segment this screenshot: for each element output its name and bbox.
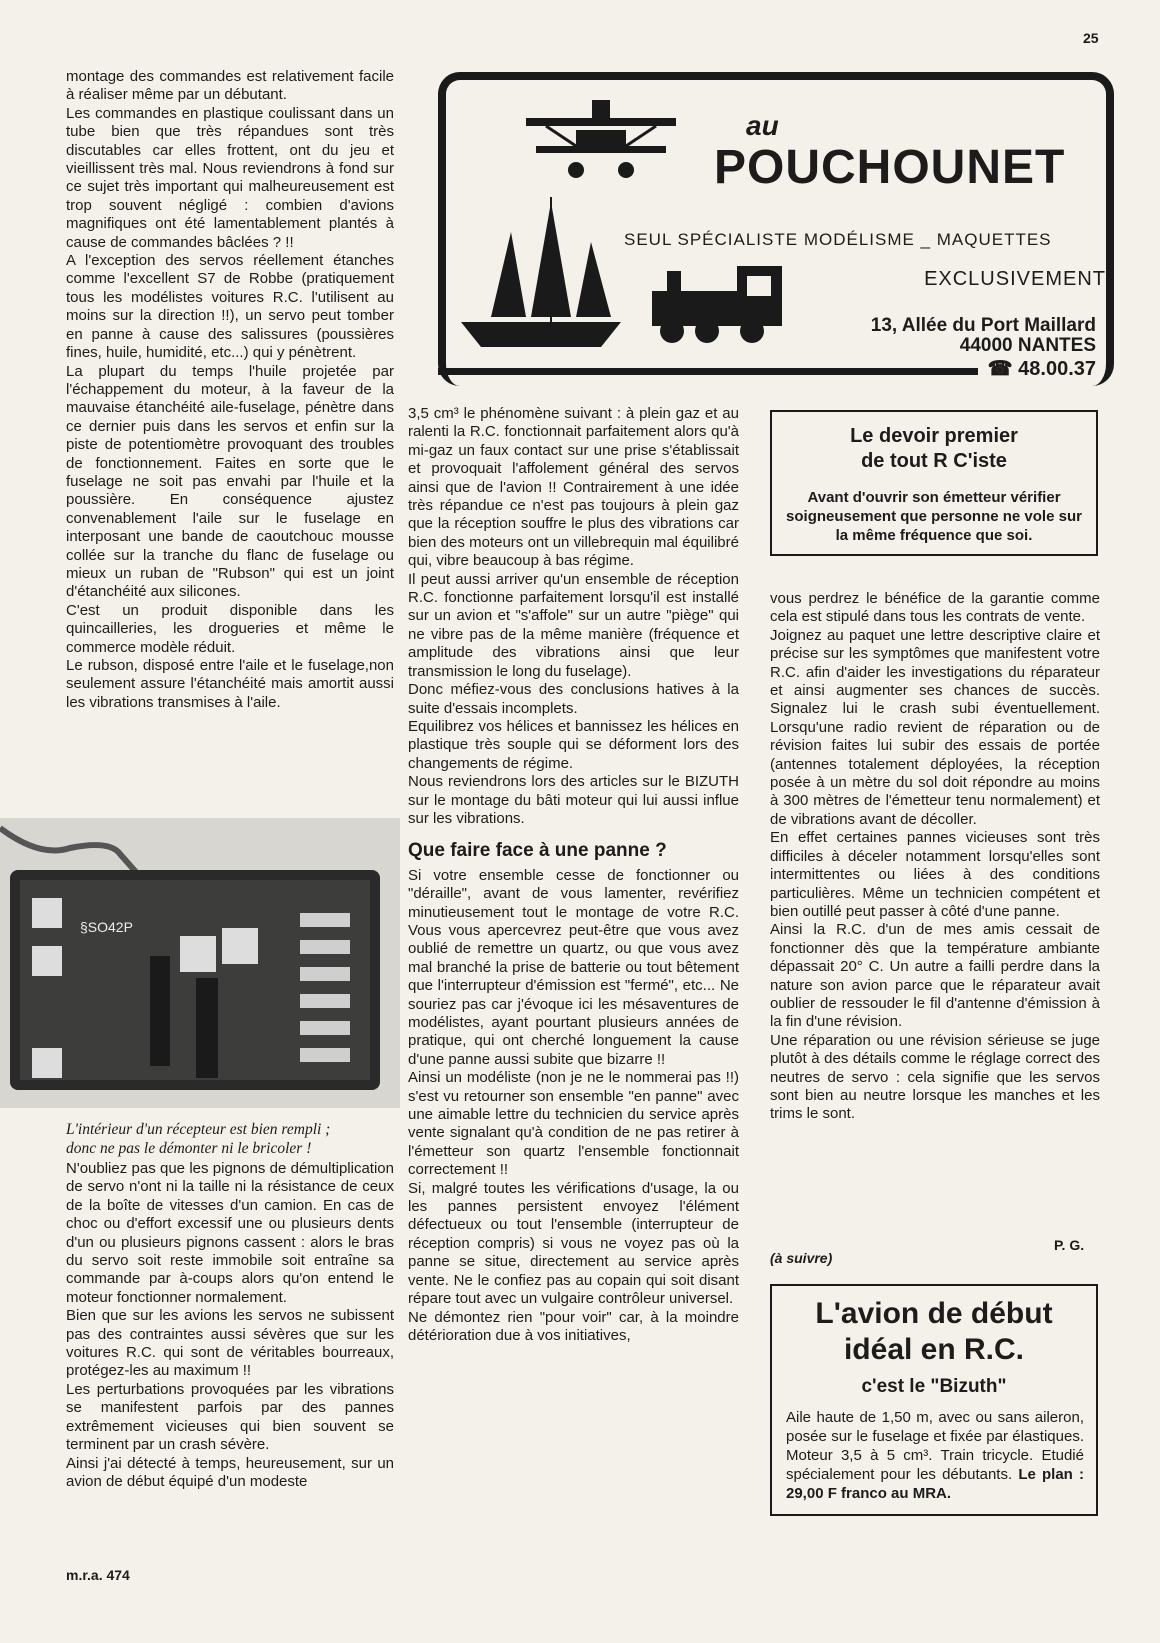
notice-title-line: de tout R C'iste: [861, 450, 1007, 472]
notice-box: [770, 410, 1098, 556]
locomotive-icon: [642, 256, 792, 346]
address-line: 44000 NANTES: [959, 335, 1096, 356]
footer-issue: m.r.a. 474: [66, 1567, 130, 1583]
paragraph: Les perturbations provoquées par les vibrations se manifestent parfois par des pannes extrêmement vicieuses qui bien souvent se terminent par un crash sévère.: [66, 1380, 394, 1454]
photo-caption: [66, 1120, 394, 1158]
biplane-icon: [516, 100, 686, 190]
paragraph: Equilibrez vos hélices et bannissez les hélices en plastique très souple qui se déforment lors des changements de régime.: [408, 717, 739, 772]
ad-phone: [988, 356, 1096, 381]
page-number: 25: [1083, 30, 1099, 46]
brand-prefix: au: [746, 110, 779, 141]
ad-divider: [438, 368, 978, 375]
paragraph: Joignez au paquet une lettre descriptive claire et précise sur les symptômes que manifestent votre R.C. afin d'aider les investigations du réparateur et ainsi augmenter ses chances de succès. Signalez lui le crash subi éventuellement. Lorsqu'une radio revient de réparation ou de révision faites lui subir des essais de portée (antennes totalement déployées, la réception posée à un mètre du sol doit répondre au moins à 300 mètres de l'émetteur tenu normalement) et de vibrations avant de décoller.: [770, 626, 1100, 828]
continued-note: (à suivre): [770, 1250, 833, 1266]
bizuth-title: [772, 1296, 1096, 1368]
paragraph: Une réparation ou une révision sérieuse se juge plutôt à des détails comme le réglage correct des neutres de servo : cela signifie que les servos sont bien au neutre lorsque les manches et les trims le sont.: [770, 1031, 1100, 1123]
bizuth-title-line: idéal en R.C.: [843, 1333, 1025, 1366]
paragraph: Nous reviendrons lors des articles sur le BIZUTH sur le montage du bâti moteur qui lui aussi influe sur les vibrations.: [408, 773, 739, 827]
author-signature: P. G.: [1054, 1237, 1085, 1253]
column-2: [408, 405, 739, 1345]
paragraph: En effet certaines pannes vicieuses sont très difficiles à déceler notamment lorsqu'elles sont intermittentes ou liées à des conditions particulières. Même un technicien compétent et bien outillé peut passer à côté d'une panne.: [770, 829, 1100, 920]
paragraph: vous perdrez le bénéfice de la garantie comme cela est stipulé dans tous les contrats de vente.: [770, 590, 1100, 626]
caption-line: donc ne pas le démonter ni le bricoler !: [66, 1140, 312, 1157]
paragraph: N'oubliez pas que les pignons de démultiplication de servo n'ont ni la taille ni la résistance de ceux de la boîte de vitesses d'un camion. En cas de choc ou d'effort excessif une ou plusieurs dents d'un ou plusieurs pignons cassent : alors le bras du servo soit reste immobile soit entraîne sa commande par à-coups alors qu'on entend le moteur fonctionner normalement.: [66, 1160, 394, 1306]
bizuth-box: [770, 1284, 1098, 1516]
notice-title-line: Le devoir premier: [850, 425, 1018, 447]
notice-body: Avant d'ouvrir son émetteur vérifier soigneusement que personne ne vole sur la même fréquence que soi.: [786, 489, 1082, 544]
paragraph: Il peut aussi arriver qu'un ensemble de réception R.C. fonctionne parfaitement lorsqu'il est installé sur un avion et "s'affole" sur un autre "piège" qui ne vibre pas de la même manière (fréquence et amplitude des vibrations ainsi que leur transmission le long du fuselage).: [408, 570, 739, 680]
ad-exclusive: EXCLUSIVEMENT: [924, 268, 1106, 290]
column-1-bottom: [66, 1160, 394, 1491]
paragraph: Le rubson, disposé entre l'aile et le fuselage,non seulement assure l'étanchéité mais amortit aussi les vibrations transmises à l'aile.: [66, 657, 394, 711]
bizuth-subtitle: c'est le "Bizuth": [861, 1376, 1007, 1397]
phone-icon: ☎: [987, 358, 1019, 380]
paragraph: Donc méfiez-vous des conclusions hatives à la suite d'essais incomplets.: [408, 681, 739, 717]
brand-name: POUCHOUNET: [714, 141, 1066, 194]
paragraph: Les commandes en plastique coulissant dans un tube bien que très répandues sont très discutables car elles frottent, ont du jeu et vieillissent très mal. Nous reviendrons à fond sur ce sujet très important qui malheureusement est trop souvent négligé : combien d'avions magnifiques ont été lamentablement plantés à cause de commandes bâclées ? !!: [66, 104, 394, 251]
address-line: 13, Allée du Port Maillard: [870, 315, 1096, 336]
receiver-photo: [0, 818, 400, 1108]
bizuth-body: [786, 1408, 1084, 1503]
ad-tagline: SEUL SPÉCIALISTE MODÉLISME _ MAQUETTES: [624, 230, 1052, 249]
phone-number: 48.00.37: [1018, 358, 1096, 380]
paragraph: Si, malgré toutes les vérifications d'usage, la ou les pannes persistent envoyez l'élément défectueux ou tout l'ensemble (interrupteur de réception compris) si vous ne voyez pas où la panne se situe, directement au service après vente. Ne le confiez pas au copain qui soit disant répare tout avec un vulgaire contrôleur universel.: [408, 1179, 739, 1308]
column-3: [770, 590, 1100, 1124]
notice-title: [772, 424, 1096, 474]
ad-address: [871, 316, 1096, 356]
paragraph: Ainsi la R.C. d'un de mes amis cessait de fonctionner dès que la température ambiante dépassait 20° C. Un autre a failli perdre dans la nature son avion parce que le réparateur avait oublier de ressouder le fil d'antenne d'émission à la fin d'une révision.: [770, 921, 1100, 1031]
paragraph: Si votre ensemble cesse de fonctionner ou "déraille", avant de vous lamenter, revérifiez minutieusement tout le montage de votre R.C. Vous vous apercevrez peut-être que vous avez oublié de remettre un quartz, ou que vous avez mal branché la prise de batterie ou tout bêtement que l'interrupteur d'émission est "fermé", etc... Ne souriez pas car j'évoque ici les mésaventures de modélistes, ayant pourtant plusieurs années de pratique, qui ont cherché longuement la cause d'une panne aussi subite que bizarre !!: [408, 866, 739, 1068]
caption-line: L'intérieur d'un récepteur est bien rempli ;: [66, 1121, 331, 1138]
paragraph: Ainsi un modéliste (non je ne le nommerai pas !!) s'est vu retourner son ensemble "en panne" avec une aimable lettre du technicien du service après vente signalant qu'à condition de ne pas retirer à l'émetteur son quartz l'ensemble fonctionnait correctement !!: [408, 1069, 739, 1179]
paragraph: 3,5 cm³ le phénomène suivant : à plein gaz et au ralenti la R.C. fonctionnait parfaitement alors qu'à mi-gaz un faux contact sur une prise s'établissait et provoquait l'affolement général des servos ainsi que de l'avion !! Contrairement à une idée très répandue ce n'est pas toujours à plein gaz que la réception souffre le plus des vibrations car bien des moteurs ont un villebrequin mal équilibré qui, vibre beaucoup à bas régime.: [408, 405, 739, 570]
bizuth-plan-price: Le plan : 29,00 F franco au MRA.: [786, 1466, 1085, 1502]
bizuth-title-line: L'avion de début: [815, 1297, 1053, 1330]
paragraph: Bien que sur les avions les servos ne subissent pas des contraintes aussi sévères que sur les voitures R.C. qui sont de véritables bourreaux, protégez-les au maximum !!: [66, 1307, 394, 1380]
paragraph: C'est un produit disponible dans les quincailleries, les drogueries et même le commerce modèle réduit.: [66, 601, 394, 656]
paragraph: montage des commandes est relativement facile à réaliser même par un débutant.: [66, 68, 394, 104]
shop-advertisement: [438, 72, 1114, 386]
paragraph: Ne démontez rien "pour voir" car, à la moindre détérioration due à vos initiatives,: [408, 1308, 739, 1344]
paragraph: A l'exception des servos réellement étanches comme l'excellent S7 de Robbe (pratiquement tous les modélistes voitures R.C. l'utilisent au moins sur la direction !!), un servo peut tomber en panne à cause des salissures (poussières fines, huile, humidité, etc...) qui y pénètrent.: [66, 252, 394, 362]
paragraph: Ainsi j'ai détecté à temps, heureusement, sur un avion de début équipé d'un modeste: [66, 1454, 394, 1490]
photo-label: §SO42P: [80, 919, 133, 935]
sailing-ship-icon: [451, 192, 631, 352]
column-1: [66, 68, 394, 712]
bizuth-description: Aile haute de 1,50 m, avec ou sans aileron, posée sur le fuselage et fixée par élastiques. Moteur 3,5 à 5 cm³. Train tricycle. Etudié spécialement pour les débutants.: [786, 1409, 1084, 1483]
section-title: Que faire face à une panne ?: [408, 840, 667, 862]
paragraph: La plupart du temps l'huile projetée par l'échappement du moteur, à la faveur de la mauvaise étanchéité aile-fuselage, pénètre dans ce dernier puis dans les servos et enfin sur la piste de potentiomètre provoquant des troubles de fonctionnement. Faites en sorte que le fuselage ne soit pas envahi par l'huile et la poussière. En conséquence ajustez convenablement l'aile sur le fuselage en interposant une bande de caoutchouc mousse collée sur la tranche du flanc de fuselage ou mieux un ruban de "Rubson" qui est un joint d'étanchéité aux silicones.: [66, 362, 394, 601]
